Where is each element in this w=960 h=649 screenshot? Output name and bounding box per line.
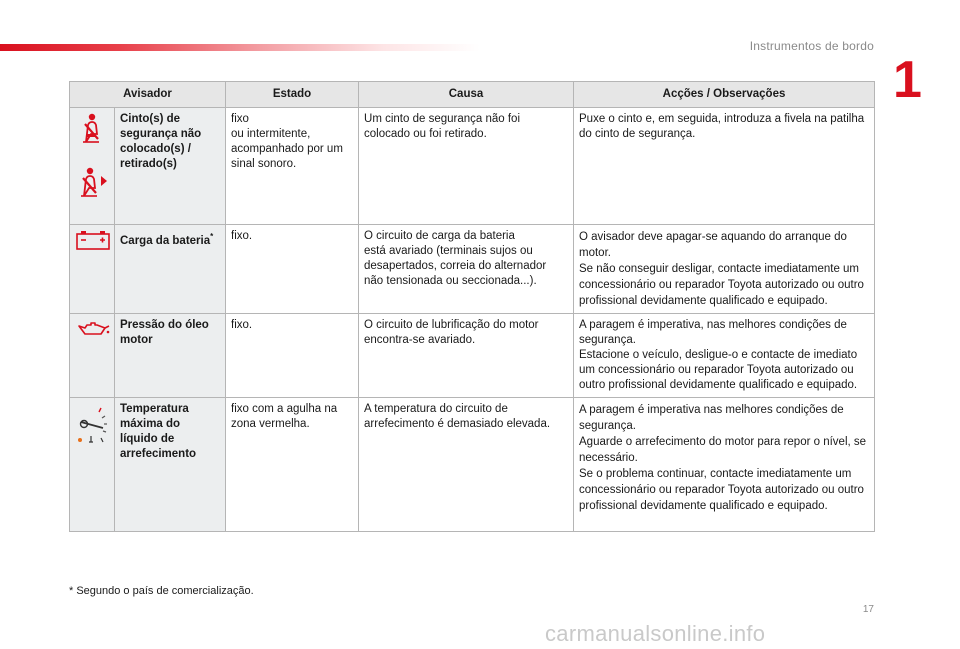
warning-name: Carga da bateria*	[115, 225, 226, 314]
coolant-temperature-gauge-icon	[75, 402, 113, 446]
warning-state: fixo com a agulha na zona vermelha.	[226, 398, 359, 532]
icon-cell	[70, 108, 115, 225]
battery-icon	[75, 229, 111, 251]
warning-cause: O circuito de lubrificação do motor encontra-se avariado.	[359, 314, 574, 398]
table-row	[70, 398, 875, 532]
watermark: carmanualsonline.info	[545, 621, 766, 646]
warning-cause: A temperatura do circuito de arrefecimento é demasiado elevada.	[359, 398, 574, 532]
warning-cause: O circuito de carga da bateria está avariado (terminais sujos ou desapertados, correia do alternador não tensionada ou seccionada...).	[359, 225, 574, 314]
page-number: 17	[862, 604, 874, 615]
column-header-causa: Causa	[359, 82, 574, 108]
column-header-estado: Estado	[226, 82, 359, 108]
icon-cell	[70, 225, 115, 314]
section-title: Instrumentos de bordo	[749, 39, 874, 53]
warning-lights-table	[69, 81, 875, 532]
warning-name: Cinto(s) de segurança não colocado(s) / retirado(s)	[115, 108, 226, 225]
table-row	[70, 108, 875, 225]
warning-state: fixo.	[226, 225, 359, 314]
footnote-marker: *	[210, 232, 214, 241]
warning-name: Pressão do óleo motor	[115, 314, 226, 398]
column-header-accoes: Acções / Observações	[574, 82, 875, 108]
accent-stripe	[0, 44, 480, 51]
chapter-number: 1	[893, 51, 922, 109]
table-row	[70, 225, 875, 314]
oil-can-icon	[75, 318, 111, 340]
footnote: * Segundo o país de comercialização.	[69, 585, 254, 597]
seatbelt-icon	[75, 112, 105, 146]
icon-cell	[70, 398, 115, 532]
column-header-avisador: Avisador	[70, 82, 226, 108]
seatbelt-passenger-icon	[75, 166, 109, 200]
warning-cause: Um cinto de segurança não foi colocado ou foi retirado.	[359, 108, 574, 225]
table-header-row	[70, 82, 875, 108]
warning-action: A paragem é imperativa nas melhores condições de segurança. Aguarde o arrefecimento do motor para repor o nível, se necessário. Se o problema continuar, contacte imediatamente um concessionário ou reparador Toyota autorizado ou outro profissional devidamente qualificado e equipado.	[574, 398, 875, 532]
warning-action: Puxe o cinto e, em seguida, introduza a fivela na patilha do cinto de segurança.	[574, 108, 875, 225]
warning-name: Temperatura máxima do líquido de arrefecimento	[115, 398, 226, 532]
warning-action: A paragem é imperativa, nas melhores condições de segurança. Estacione o veículo, desligue-o e contacte de imediato um concessionário ou reparador Toyota autorizado ou outro profissional devidamente qualificado e equipado.	[574, 314, 875, 398]
warning-state: fixo ou intermitente, acompanhado por um sinal sonoro.	[226, 108, 359, 225]
icon-cell	[70, 314, 115, 398]
table-row	[70, 314, 875, 398]
warning-action: O avisador deve apagar-se aquando do arranque do motor. Se não conseguir desligar, contacte imediatamente um concessionário ou reparador Toyota autorizado ou outro profissional devidamente qualificado e equipado.	[574, 225, 875, 314]
warning-state: fixo.	[226, 314, 359, 398]
